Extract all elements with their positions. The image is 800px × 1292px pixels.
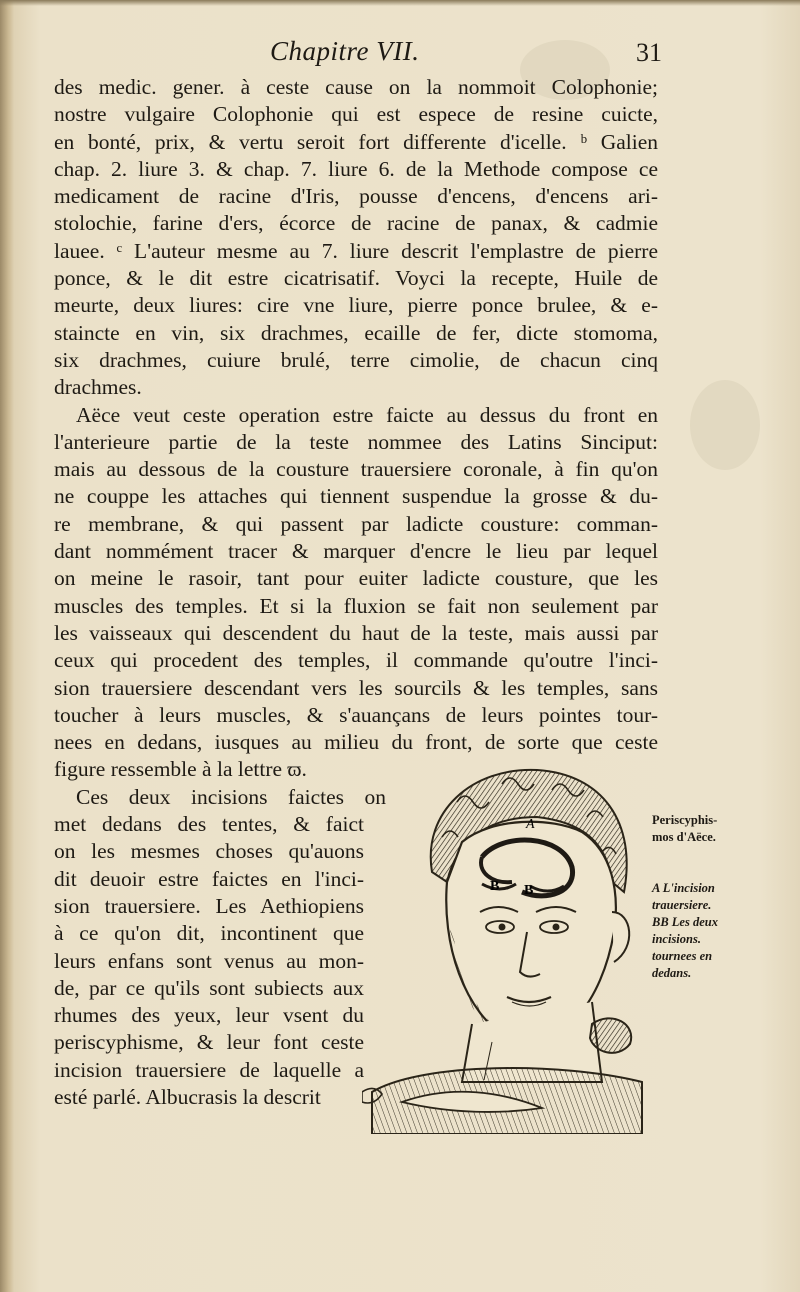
right-pupil bbox=[553, 924, 560, 931]
text-line: ceux qui procedent des temples, il commande qu'outre l'inci- bbox=[54, 648, 658, 673]
text-line: toucher à leurs muscles, & s'auançans de leurs pointes tour- bbox=[54, 702, 658, 727]
text-line: Ces deux incisions faictes on bbox=[76, 784, 386, 809]
top-edge bbox=[0, 0, 800, 6]
left-pupil bbox=[499, 924, 506, 931]
text-line: de, par ce qu'ils sont subiects aux bbox=[54, 975, 364, 1000]
legend-line: tournees en bbox=[652, 949, 713, 963]
text-line: à ce qu'on dit, incontinent que bbox=[54, 921, 364, 946]
legend-line: A L'incision bbox=[652, 881, 715, 895]
figure-label-b-left: B bbox=[490, 879, 500, 894]
text-line: met dedans des tentes, & faict bbox=[54, 812, 364, 837]
binding-edge bbox=[0, 0, 14, 1292]
text-line: ponce, & le dit estre cicatrisatif. Voyci la recepte, Huile de bbox=[54, 266, 658, 291]
text-line: dant nommément tracer & marquer d'encre le lieu par lequel bbox=[54, 539, 658, 564]
text-line: l'anterieure partie de la teste nommee des Latins Sinciput: bbox=[54, 429, 658, 454]
text-line: en bonté, prix, & vertu seroit fort differente d'icelle. ᵇ Galien bbox=[54, 129, 658, 154]
figure-label-a: A bbox=[526, 817, 535, 832]
text-line: ne couppe les attaches qui tiennent suspendue la grosse & du- bbox=[54, 484, 658, 509]
margin-note-title bbox=[652, 812, 792, 846]
text-line: muscles des temples. Et si la fluxion se fait non seulement par bbox=[54, 593, 658, 618]
text-line: nostre vulgaire Colophonie qui est espece de resine cuicte, bbox=[54, 102, 658, 127]
margin-title-line: Periscyphis- bbox=[652, 813, 718, 827]
text-line: mais au dessous de la cousture trauersiere coronale, à fin qu'on bbox=[54, 457, 658, 482]
woodcut-head-illustration bbox=[362, 762, 648, 1134]
margin-title-line: mos d'Aëce. bbox=[652, 830, 716, 844]
legend-line: incisions. bbox=[652, 932, 701, 946]
text-line: esté parlé. Albucrasis la descrit bbox=[54, 1084, 321, 1109]
text-line: incision trauersiere de laquelle a bbox=[54, 1057, 364, 1082]
text-line: re membrane, & qui passent par ladicte cousture: comman- bbox=[54, 511, 658, 536]
page-header bbox=[0, 36, 800, 72]
cloth-knot bbox=[590, 1018, 631, 1052]
text-line: periscyphisme, & leur font ceste bbox=[54, 1030, 364, 1055]
text-line: leurs enfans sont venus au mon- bbox=[54, 948, 364, 973]
text-line: on les mesmes choses qu'auons bbox=[54, 839, 364, 864]
legend-line: trauersiere. bbox=[652, 898, 712, 912]
text-line: medicament de racine d'Iris, pousse d'encens, d'encens ari- bbox=[54, 184, 658, 209]
text-line: six drachmes, cuiure brulé, terre cimolie, de chacun cinq bbox=[54, 347, 658, 372]
text-line: dit deuoir estre faictes en l'inci- bbox=[54, 866, 364, 891]
margin-note-legend bbox=[652, 880, 792, 982]
paper-stain bbox=[690, 380, 760, 470]
legend-line: dedans. bbox=[652, 966, 692, 980]
text-line: drachmes. bbox=[54, 375, 142, 400]
text-line: Aëce veut ceste operation estre faicte au dessus du front en bbox=[76, 402, 658, 427]
text-line: chap. 2. liure 3. & chap. 7. liure 6. de la Methode compose ce bbox=[54, 156, 658, 181]
legend-line: BB Les deux bbox=[652, 915, 718, 929]
ear bbox=[612, 912, 629, 962]
figure-label-b-right: B bbox=[524, 883, 534, 898]
text-line: les vaisseaux qui descendent du haut de la teste, mais aussi par bbox=[54, 620, 658, 645]
text-line: on meine le rasoir, tant pour euiter ladicte cousture, que les bbox=[54, 566, 658, 591]
text-line: figure ressemble à la lettre ϖ. bbox=[54, 757, 307, 782]
text-line: stolochie, farine d'ers, écorce de racine de panax, & cadmie bbox=[54, 211, 658, 236]
text-line: lauee. ᶜ L'auteur mesme au 7. liure descrit l'emplastre de pierre bbox=[54, 238, 658, 263]
text-line: rhumes des yeux, leur vsent du bbox=[54, 1003, 364, 1028]
text-line: des medic. gener. à ceste cause on la nommoit Colophonie; bbox=[54, 75, 658, 99]
text-line: meurte, deux liures: cire vne liure, pierre ponce brulee, & e- bbox=[54, 293, 658, 318]
text-line: sion trauersiere descendant vers les sourcils & les temples, sans bbox=[54, 675, 658, 700]
page-number: 31 bbox=[636, 38, 662, 67]
running-head: Chapitre VII. bbox=[270, 36, 420, 66]
woodcut-svg bbox=[362, 762, 648, 1134]
text-line: sion trauersiere. Les Aethiopiens bbox=[54, 893, 364, 918]
text-line: nees en dedans, iusques au milieu du front, de sorte que ceste bbox=[54, 730, 658, 755]
text-line: staincte en vin, six drachmes, ecaille de fer, dicte stomoma, bbox=[54, 320, 658, 345]
